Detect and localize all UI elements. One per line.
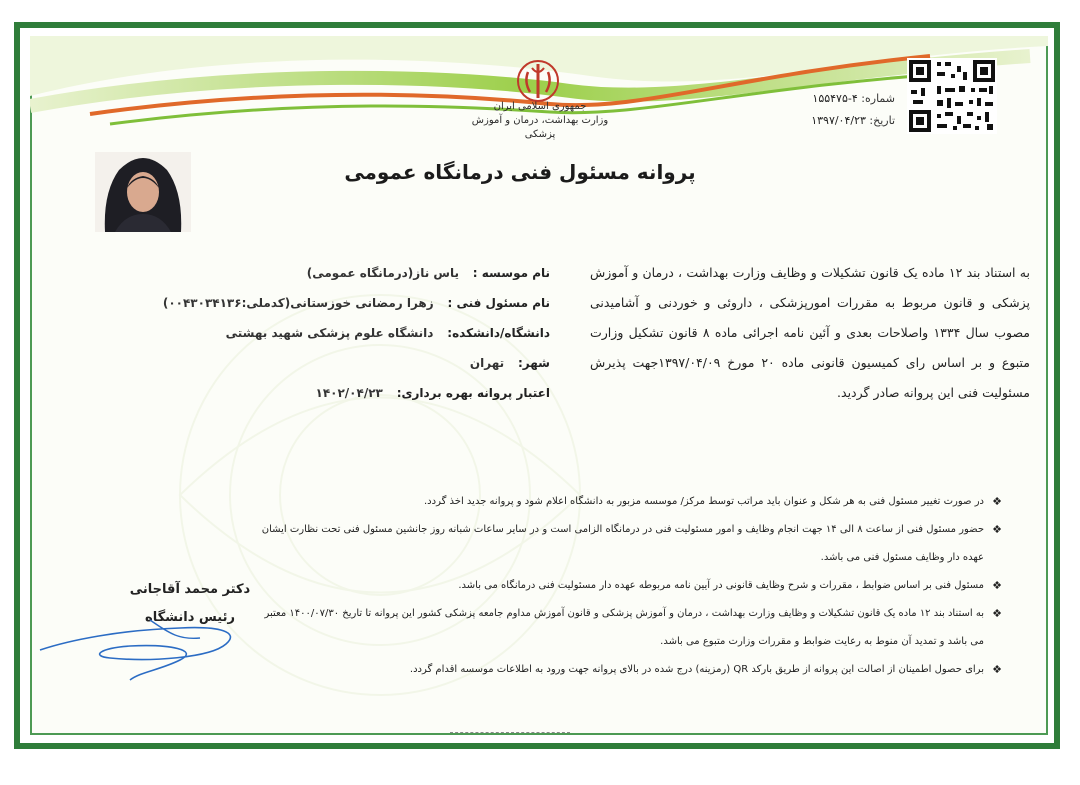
emblem-caption-line2: وزارت بهداشت، درمان و آموزش پزشکی [471, 115, 609, 140]
date-row [785, 110, 895, 132]
legal-basis-paragraph: به استناد بند ۱۲ ماده یک قانون تشکیلات و وظایف وزارت بهداشت ، درمان و آموزش پزشکی و قانون مربوط به مقررات امورپزشکی ، داروئی و خوردنی و آشامیدنی مصوب سال ۱۳۳۴ واصلاحات بعدی و آئین نامه اجرائی ماده ۸ قانون تشکیل وزارت متبوع و بر اساس رای کمیسیون قانونی ماده ۲۰ مورخ ۱۳۹۷/۰۴/۰۹جهت پذیرش مسئولیت فنی این پروانه صادر گردید. [590, 265, 1030, 400]
condition-item [250, 488, 1002, 516]
condition-text: به استناد بند ۱۲ ماده یک قانون تشکیلات و وظایف وزارت بهداشت ، درمان و آموزش پزشکی و قانون آموزش مداوم جامعه پزشکی کشور این پروانه تا تاریخ ۱۴۰۰/۰۷/۳۰ معتبر می باشد و تمدید آن منوط به رعایت ضوابط و مقررات وزارت متبوع می باشد. [264, 608, 984, 647]
institution-label: نام موسسه : [472, 266, 550, 280]
certificate-meta [785, 88, 895, 132]
validity-value: ۱۴۰۲/۰۴/۲۳ [315, 386, 383, 400]
bullet-icon: ❖ [992, 523, 1002, 536]
ministry-caption [470, 100, 610, 142]
university-label: دانشگاه/دانشکده: [447, 326, 550, 340]
signatory-role: رئیس دانشگاه [145, 610, 235, 625]
certificate-title: پروانه مسئول فنی درمانگاه عمومی [344, 160, 696, 184]
number-value: ۴-۱۵۵۴۷۵ [812, 92, 858, 105]
condition-text: حضور مسئول فنی از ساعت ۸ الی ۱۴ جهت انجام وظایف و امور مسئولیت فنی در درمانگاه الزامی است و در سایر ساعات شبانه روز جانشین مسئول فنی تحت نظارت ایشان عهده دار وظایف مسئول فنی می باشد. [261, 524, 984, 563]
validity-row [210, 378, 550, 408]
bullet-icon: ❖ [992, 579, 1002, 592]
institution-row [210, 258, 550, 288]
condition-item [250, 600, 1002, 656]
holder-photo [95, 152, 191, 232]
city-row [210, 348, 550, 378]
city-label: شهر: [518, 356, 550, 370]
technician-value: زهرا رمضانی خوزستانی(کدملی:۰۰۴۳۰۳۴۱۳۶) [162, 296, 434, 310]
condition-text: مسئول فنی بر اساس ضوابط ، مقررات و شرح وظایف قانونی در آیین نامه مربوطه عهده دار مسئولیت فنی درمانگاه می باشد. [458, 580, 984, 591]
bullet-icon: ❖ [992, 663, 1002, 676]
university-row [210, 318, 550, 348]
date-value: ۱۳۹۷/۰۴/۲۳ [811, 114, 866, 127]
validity-label: اعتبار پروانه بهره برداری: [396, 386, 550, 400]
bullet-icon: ❖ [992, 607, 1002, 620]
date-label: تاریخ: [869, 114, 895, 127]
license-details [162, 258, 550, 408]
technician-label: نام مسئول فنی : [447, 296, 550, 310]
signatory-name: دکتر محمد آقاجانی [129, 582, 251, 597]
qr-code-icon [907, 58, 997, 134]
conditions-list [250, 488, 1002, 684]
bottom-dashed-line [450, 732, 570, 733]
number-row [785, 88, 895, 110]
handwritten-signature [30, 600, 270, 690]
condition-item [250, 516, 1002, 572]
technician-row [162, 288, 550, 318]
number-label: شماره: [861, 92, 895, 105]
bullet-icon: ❖ [992, 495, 1002, 508]
condition-item [250, 572, 1002, 600]
emblem-caption-line1: جمهوری اسلامی ایران [493, 101, 587, 112]
institution-value: یاس ناز(درمانگاه عمومی) [306, 266, 459, 280]
iran-emblem-icon [514, 58, 562, 104]
city-value: تهران [469, 356, 505, 370]
university-value: دانشگاه علوم پزشکی شهید بهشتی [225, 326, 434, 340]
condition-item [250, 656, 1002, 684]
condition-text: در صورت تغییر مسئول فنی به هر شکل و عنوان باید مراتب توسط مرکز/ موسسه مزبور به دانشگاه اعلام شود و پروانه جدید اخذ گردد. [423, 496, 984, 507]
condition-text: برای حصول اطمینان از اصالت این پروانه از طریق بارکد QR (رمزینه) درج شده در بالای پروانه جهت ورود به اطلاعات موسسه اقدام گردد. [409, 664, 984, 675]
